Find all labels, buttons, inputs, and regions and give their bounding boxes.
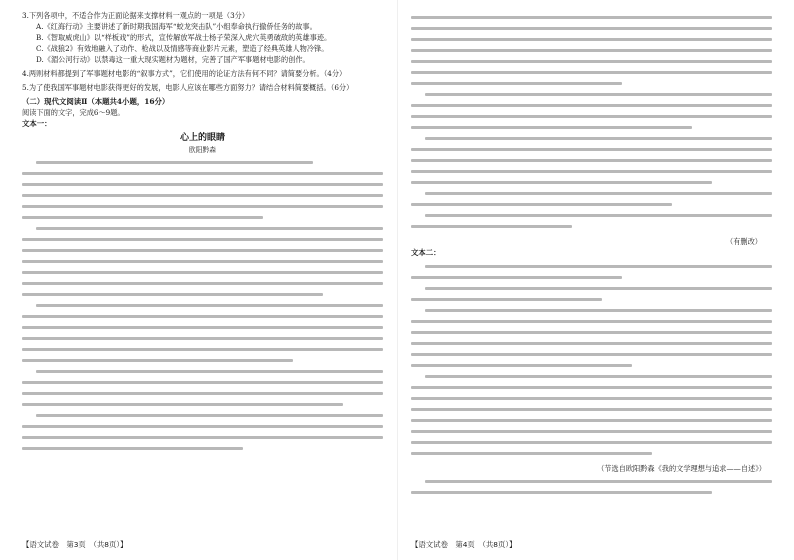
question-5 (22, 82, 383, 93)
text-one-label: 文本一： (22, 119, 52, 128)
footnote-text (411, 476, 772, 498)
essay-text-one (22, 157, 383, 454)
page-4 (397, 0, 794, 560)
essay-text-one-continued (411, 12, 772, 232)
essay-title: 心上的眼睛 (179, 133, 225, 143)
option-a: A.《红海行动》主要讲述了新时期我国海军“蛟龙突击队”小组奉命执行撤侨任务的故事。 (36, 22, 317, 31)
question-4-text: 4.两则材料都提到了军事题材电影的“叙事方式”，它们使用的论证方法有何不同？请简要分析。（4分） (22, 69, 347, 78)
section-heading: （二）现代文阅读Ⅱ（本题共4小题，16分） (22, 97, 170, 106)
question-3-stem: 3.下列各项中，不适合作为正面论据来支撑材料一观点的一项是（3分） (22, 11, 250, 20)
source-note: （节选自欧阳黔森《我的文学理想与追求——自述》） (597, 464, 766, 473)
essay-text-two (411, 261, 772, 459)
option-b: B.《智取威虎山》以“样板戏”的形式，宣传解放军战士杨子荣深入虎穴英勇破敌的英雄事迹。 (36, 33, 332, 42)
adapted-note: （有删改） (726, 237, 762, 246)
text-two-label: 文本二： (411, 248, 441, 257)
section-instruction: 阅读下面的文字，完成6～9题。 (22, 108, 125, 117)
question-4 (22, 68, 383, 79)
question-3 (22, 10, 383, 65)
page-footer: 【语文试卷 第4页 （共8页）】 (411, 540, 517, 549)
question-5-text: 5.为了使我国军事题材电影获得更好的发展，电影人应该在哪些方面努力？请结合材料简要概括。（6分） (22, 83, 354, 92)
option-c: C.《战狼2》有效地融入了动作、枪战以及情感等商业影片元素，塑造了经典英雄人物冷锋。 (36, 44, 329, 53)
essay-author: 欧阳黔森 (188, 146, 217, 154)
option-d: D.《湄公河行动》以禁毒这一重大现实题材为题材，完善了国产军事题材电影的创作。 (36, 55, 310, 64)
page-footer: 【语文试卷 第3页 （共8页）】 (22, 540, 128, 549)
